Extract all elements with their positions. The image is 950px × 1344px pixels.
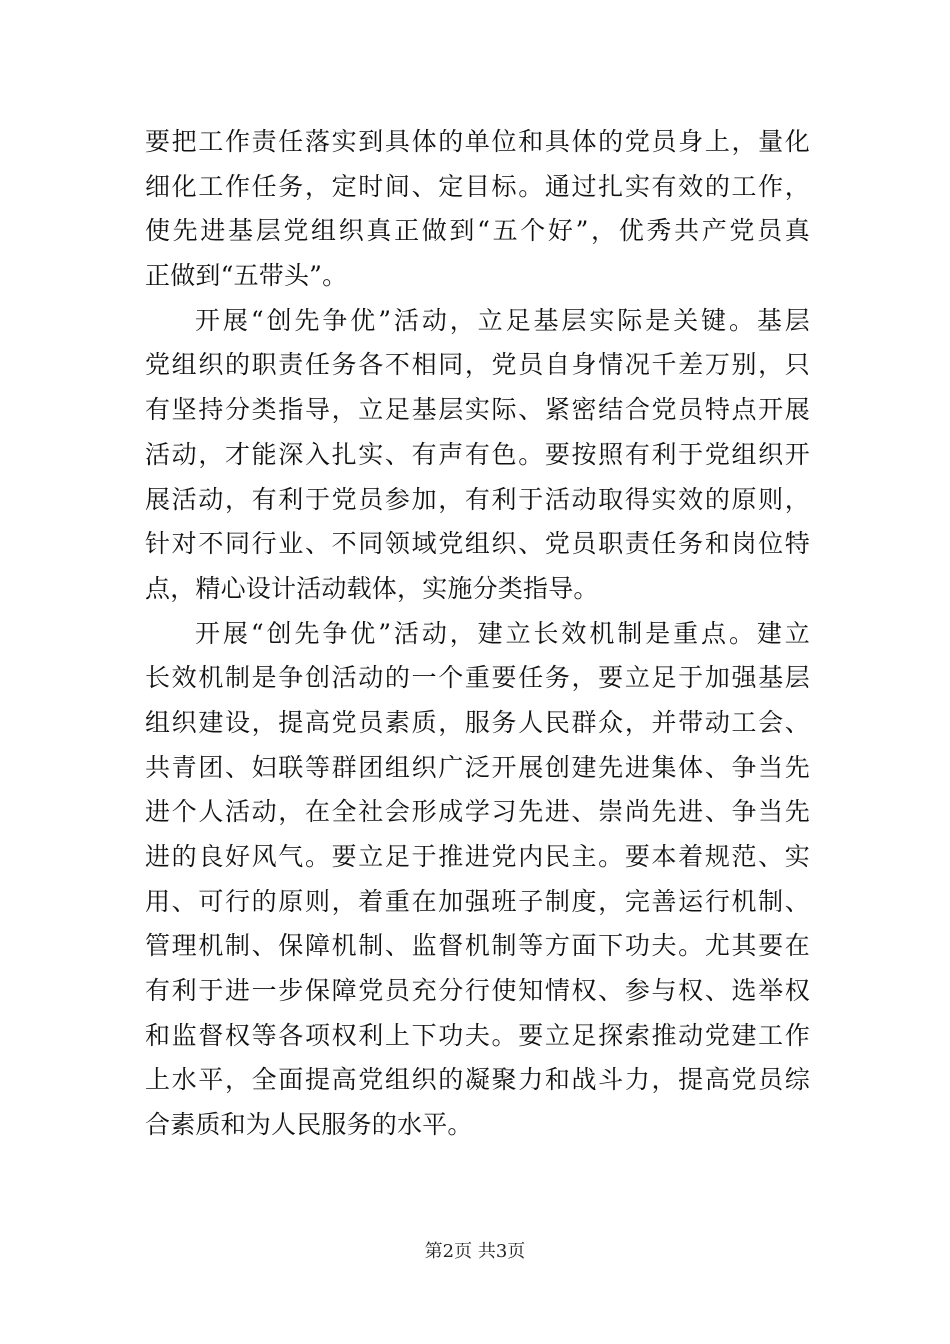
text-line: 用、可行的原则，着重在加强班子制度，完善运行机制、 [145,886,810,916]
paragraph-2 [145,299,810,612]
paragraph-3 [145,612,810,1148]
text-line: 长效机制是争创活动的一个重要任务，要立足于加强基层 [145,663,810,693]
text-line: 党组织的职责任务各不相同，党员自身情况千差万别，只 [145,350,810,380]
text-line: 活动，才能深入扎实、有声有色。要按照有利于党组织开 [145,439,810,469]
text-line: 点，精心设计活动载体，实施分类指导。 [145,573,599,603]
text-line: 开展“创先争优”活动，立足基层实际是关键。基层 [195,305,810,335]
text-line: 进的良好风气。要立足于推进党内民主。要本着规范、实 [145,842,810,871]
text-line: 细化工作任务，定时间、定目标。通过扎实有效的工作， [145,171,810,201]
text-line: 开展“创先争优”活动，建立长效机制是重点。建立 [195,618,810,648]
text-line: 组织建设，提高党员素质，服务人民群众，并带动工会、 [145,707,810,737]
text-line: 合素质和为人民服务的水平。 [145,1110,473,1140]
text-line: 上水平，全面提高党组织的凝聚力和战斗力，提高党员综 [145,1065,810,1095]
text-line: 正做到“五带头”。 [145,261,348,291]
text-line: 有坚持分类指导，立足基层实际、紧密结合党员特点开展 [145,395,810,425]
text-line: 进个人活动，在全社会形成学习先进、崇尚先进、争当先 [145,797,810,827]
text-line: 和监督权等各项权利上下功夫。要立足探索推动党建工作 [145,1020,810,1050]
text-line: 针对不同行业、不同领域党组织、党员职责任务和岗位特 [145,529,810,559]
text-line: 使先进基层党组织真正做到“五个好”，优秀共产党员真 [145,216,810,246]
text-line: 有利于进一步保障党员充分行使知情权、参与权、选举权 [145,976,810,1006]
text-line: 展活动，有利于党员参加，有利于活动取得实效的原则， [145,484,810,514]
document-body [145,120,810,1148]
text-line: 管理机制、保障机制、监督机制等方面下功夫。尤其要在 [145,931,810,961]
paragraph-1 [145,120,810,299]
page-number-footer: 第2页 共3页 [424,1241,526,1262]
text-line: 要把工作责任落实到具体的单位和具体的党员身上，量化 [145,127,810,156]
text-line: 共青团、妇联等群团组织广泛开展创建先进集体、争当先 [145,752,810,782]
